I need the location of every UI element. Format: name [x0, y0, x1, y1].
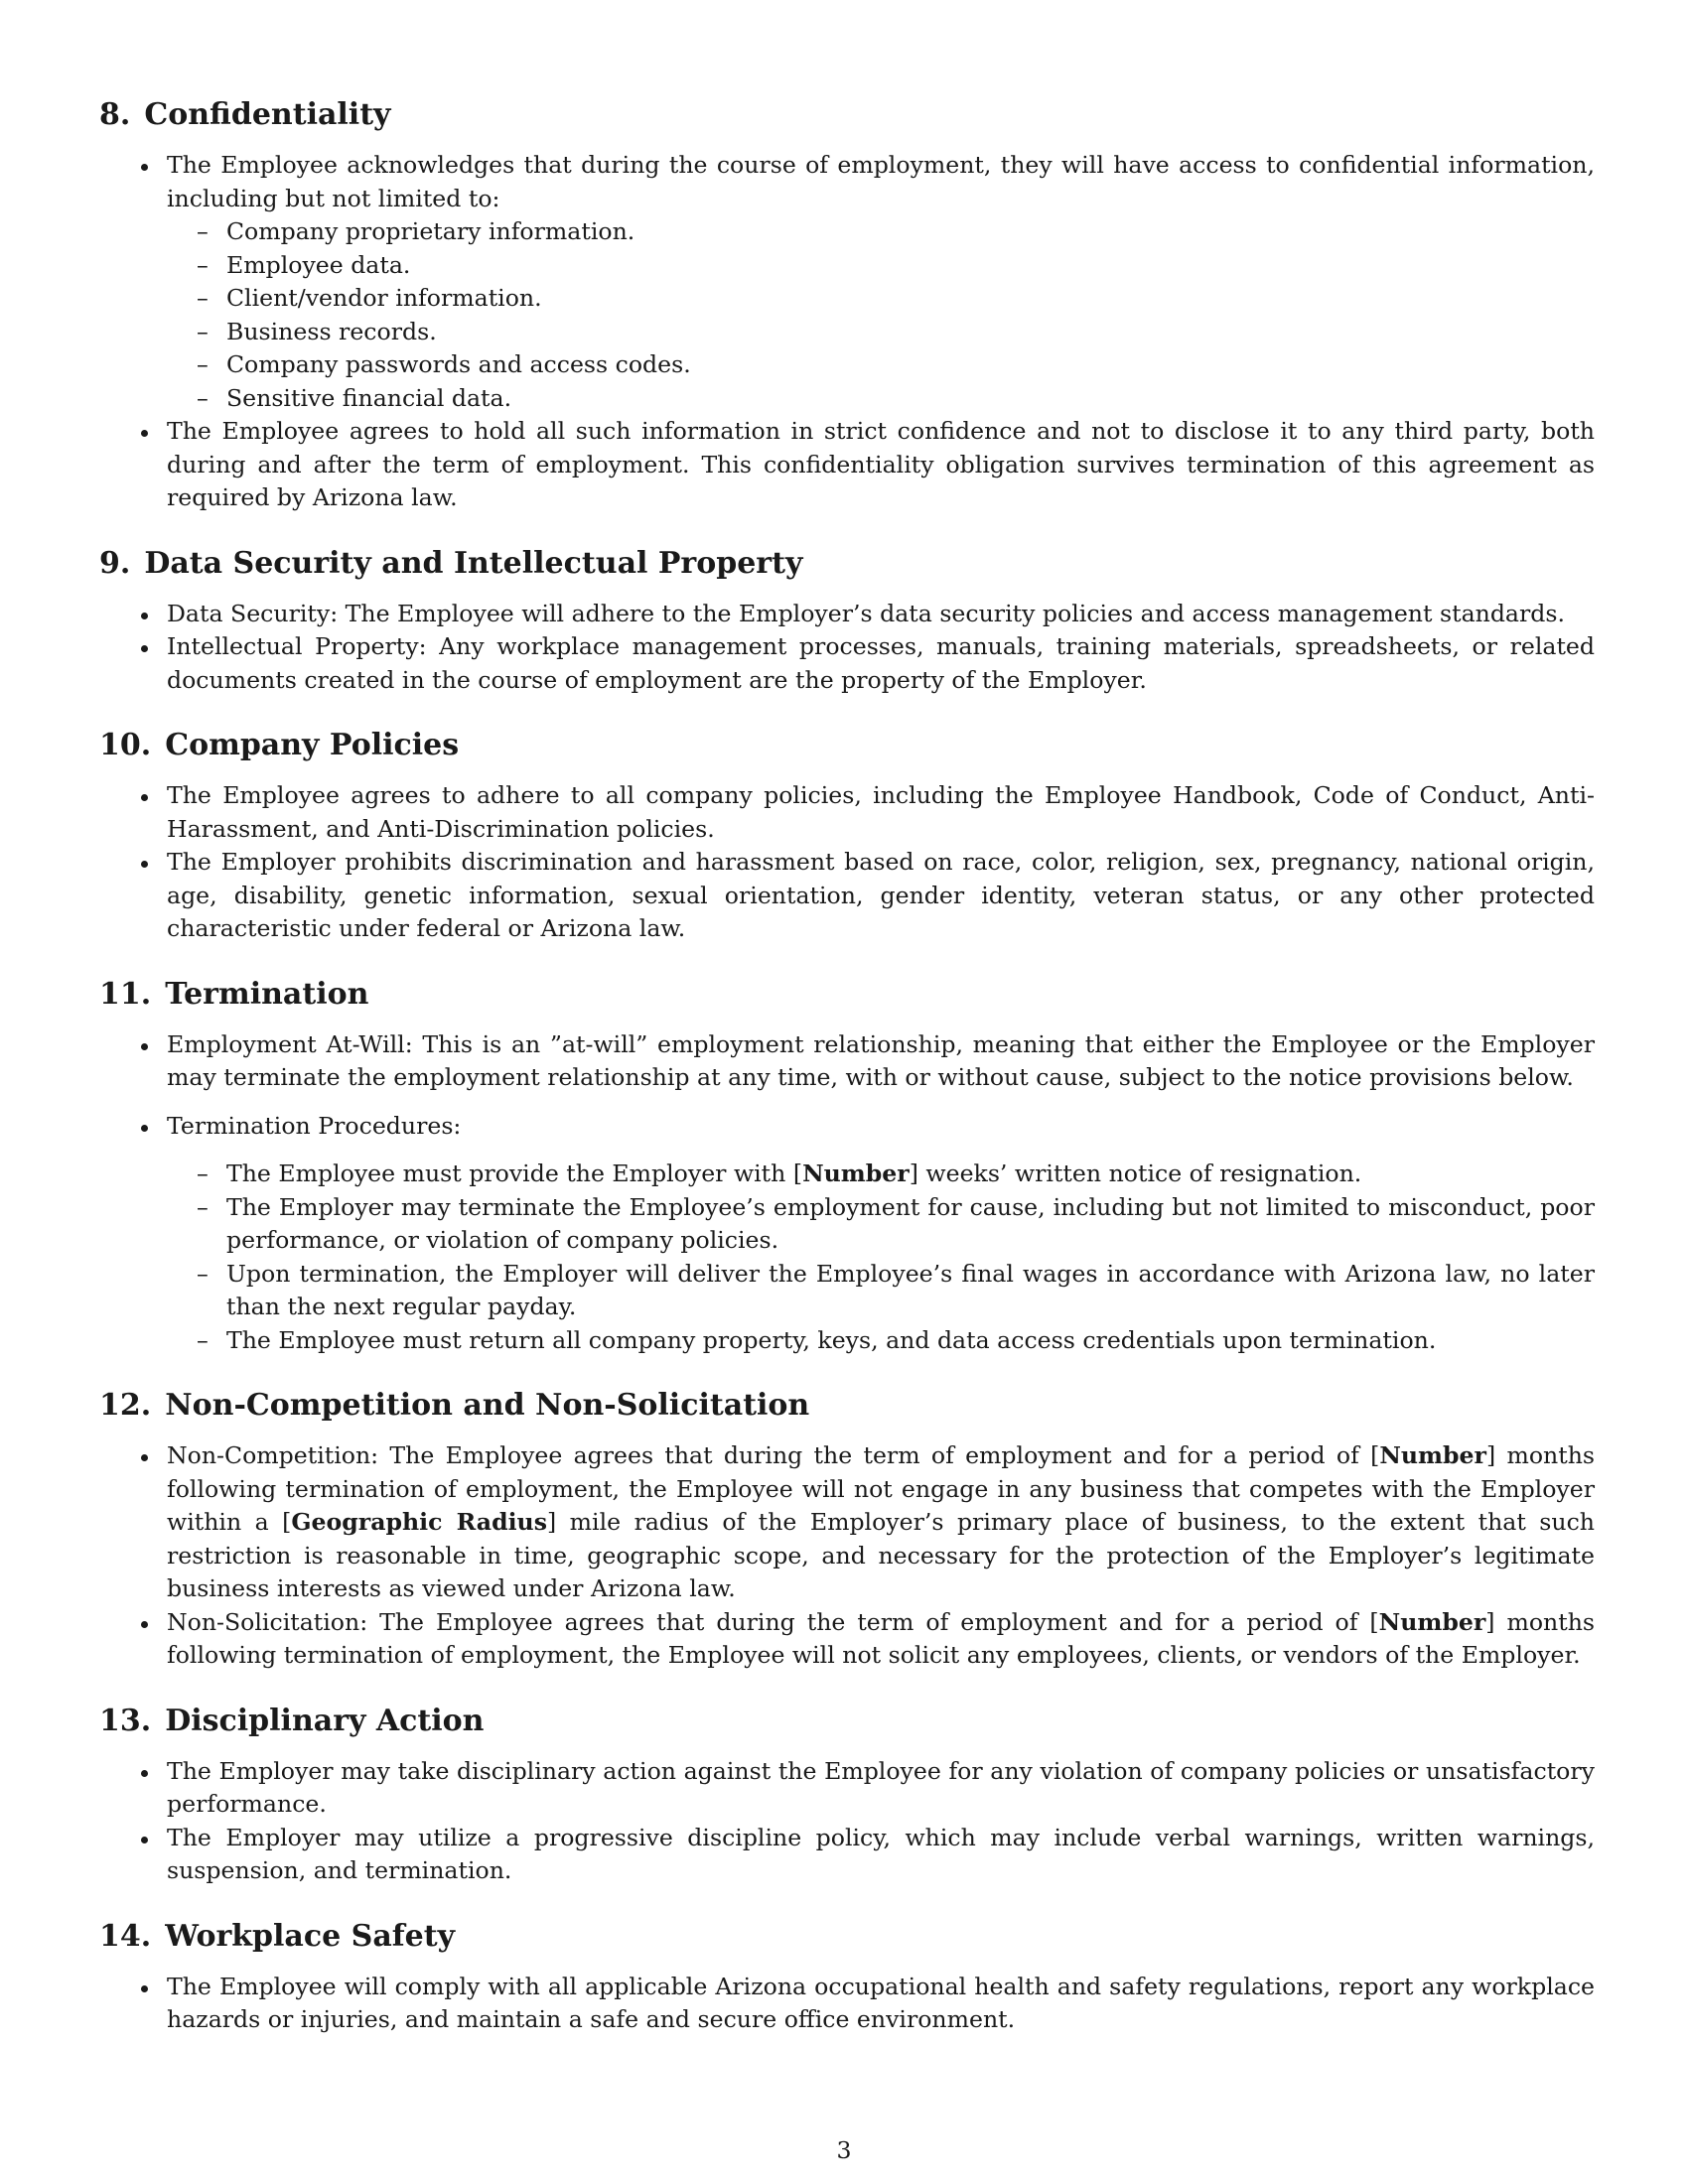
item-text: The Employee agrees to hold all such information in strict confidence and not to disclose it to any third party, both during and after the term of employment. This confidentiality obligation survives termination of this agreement as required by Arizona law.	[167, 417, 1595, 511]
section-disciplinary-action	[99, 1702, 1595, 1888]
bullet-icon	[141, 1125, 148, 1132]
bullet-list	[99, 779, 1595, 946]
dash-icon: –	[197, 1325, 209, 1354]
sub-list-item	[167, 282, 1595, 316]
sub-item-text: Company passwords and access codes.	[226, 350, 691, 378]
bullet-icon	[141, 1985, 148, 1992]
item-text: The Employer prohibits discrimination and harassment based on race, color, religion, sex, pregnancy, national origin, age, disability, genetic information, sexual orientation, gender identity, veteran status, or any other protected characteristic under federal or Arizona law.	[167, 848, 1595, 942]
section-number: 10.	[99, 728, 152, 762]
bullet-list	[99, 598, 1595, 698]
sub-list-item	[167, 382, 1595, 416]
section-heading	[99, 975, 1595, 1015]
section-title: Company Policies	[165, 728, 460, 762]
section-data-security	[99, 544, 1595, 698]
dash-icon: –	[197, 1160, 209, 1187]
item-text: Employment At-Will: This is an ”at-will” employment relationship, meaning that either the Employee or the Employer may terminate the employment relationship at any time, with or without cause, subject to the notice provisions below.	[167, 1029, 1595, 1091]
item-text: The Employee acknowledges that during the course of employment, they will have access to confidential information, including but not limited to:	[167, 151, 1595, 212]
bullet-icon	[141, 1770, 148, 1777]
dash-icon: –	[197, 217, 209, 245]
placeholder-number: Number	[1378, 1607, 1486, 1636]
section-termination	[99, 975, 1595, 1358]
dash-icon: –	[197, 383, 209, 412]
sub-list	[167, 1158, 1595, 1357]
sub-item-text: Client/vendor information.	[226, 284, 542, 312]
item-text: The Employee agrees to adhere to all company policies, including the Employee Handbook, Code of Conduct, Anti-Harassment, and Anti-Discrimination policies.	[167, 781, 1595, 843]
list-item	[99, 1439, 1595, 1606]
sub-item-text: Company proprietary information.	[226, 217, 635, 245]
list-item	[99, 1110, 1595, 1358]
dash-icon: –	[197, 317, 209, 345]
list-item	[99, 1606, 1595, 1673]
sub-list-item	[167, 316, 1595, 349]
bullet-icon	[141, 794, 148, 801]
section-heading	[99, 726, 1595, 765]
list-item	[99, 846, 1595, 946]
section-confidentiality	[99, 95, 1595, 515]
dash-icon: –	[197, 284, 209, 312]
sub-list-item	[167, 215, 1595, 249]
list-item	[99, 1822, 1595, 1888]
bullet-icon	[141, 164, 148, 171]
page-number: 3	[836, 2136, 852, 2164]
bullet-icon	[141, 1454, 148, 1461]
list-item	[99, 1971, 1595, 2037]
section-title: Disciplinary Action	[165, 1703, 485, 1738]
section-number: 11.	[99, 976, 152, 1012]
section-heading	[99, 95, 1595, 135]
section-title: Data Security and Intellectual Property	[144, 545, 803, 581]
item-text: ] months following termination of employment, the Employee will not engage in any business that competes with the Employer within a [	[167, 1441, 1596, 1536]
placeholder-number: Number	[802, 1160, 910, 1187]
list-item	[99, 1755, 1595, 1822]
bullet-list	[99, 1971, 1595, 2037]
sub-list-item	[167, 1324, 1595, 1358]
list-item	[99, 415, 1595, 515]
sub-item-text: ] weeks’ written notice of resignation.	[909, 1160, 1362, 1187]
section-heading	[99, 1702, 1595, 1741]
placeholder-number: Number	[1379, 1441, 1486, 1469]
bullet-icon	[141, 645, 148, 652]
list-item	[99, 149, 1595, 415]
sub-item-text: The Employer may terminate the Employee’s employment for cause, including but not limited to misconduct, poor performance, or violation of company policies.	[226, 1192, 1595, 1254]
item-text: The Employee will comply with all applicable Arizona occupational health and safety regulations, report any workplace hazards or injuries, and maintain a safe and secure office environment.	[167, 1972, 1595, 2033]
item-text: Data Security: The Employee will adhere to the Employer’s data security policies and access management standards.	[167, 599, 1565, 627]
bullet-icon	[141, 1043, 148, 1050]
item-text: Non-Competition: The Employee agrees that during the term of employment and for a period of [	[167, 1441, 1380, 1469]
list-item	[99, 598, 1595, 631]
list-item	[99, 779, 1595, 846]
sub-list-item	[167, 348, 1595, 382]
bullet-icon	[141, 861, 148, 868]
item-text: ] months following termination of employment, the Employee will not solicit any employees, clients, or vendors of the Employer.	[167, 1607, 1595, 1669]
item-text: ] mile radius of the Employer’s primary place of business, to the extent that such restriction is reasonable in time, geographic scope, and necessary for the protection of the Employer’s legitimate business interests as viewed under Arizona law.	[167, 1508, 1595, 1602]
bullet-list	[99, 1439, 1595, 1673]
bullet-icon	[141, 1837, 148, 1843]
dash-icon: –	[197, 1259, 209, 1288]
sub-list-item	[167, 1158, 1595, 1191]
list-item	[99, 630, 1595, 697]
bullet-list	[99, 1028, 1595, 1358]
sub-item-text: Sensitive financial data.	[226, 383, 512, 412]
item-text: The Employer may utilize a progressive discipline policy, which may include verbal warnings, written warnings, suspension, and termination.	[167, 1823, 1595, 1884]
sub-list	[167, 215, 1595, 415]
sub-list-item	[167, 1191, 1595, 1258]
dash-icon: –	[197, 250, 209, 279]
bullet-icon	[141, 430, 148, 437]
sub-list-item	[167, 249, 1595, 283]
section-title: Non-Competition and Non-Solicitation	[165, 1388, 810, 1423]
section-heading	[99, 1917, 1595, 1957]
list-item	[99, 1028, 1595, 1095]
section-title: Termination	[165, 976, 369, 1012]
sub-list-item	[167, 1258, 1595, 1324]
section-workplace-safety	[99, 1917, 1595, 2037]
bullet-list	[99, 149, 1595, 515]
section-title: Confidentiality	[144, 97, 391, 132]
section-number: 13.	[99, 1703, 152, 1738]
sub-item-text: The Employee must provide the Employer with [	[226, 1160, 803, 1187]
section-title: Workplace Safety	[165, 1918, 456, 1954]
item-text: Intellectual Property: Any workplace management processes, manuals, training materials, spreadsheets, or related documents created in the course of employment are the property of the Employer.	[167, 632, 1595, 694]
bullet-list	[99, 1755, 1595, 1888]
sub-item-text: Business records.	[226, 317, 437, 345]
bullet-icon	[141, 1621, 148, 1628]
dash-icon: –	[197, 1192, 209, 1221]
section-heading	[99, 544, 1595, 584]
section-number: 12.	[99, 1388, 152, 1423]
section-company-policies	[99, 726, 1595, 946]
sub-item-text: Upon termination, the Employer will deliver the Employee’s final wages in accordance with Arizona law, no later than the next regular payday.	[226, 1259, 1595, 1320]
section-heading	[99, 1386, 1595, 1426]
dash-icon: –	[197, 350, 209, 378]
sub-item-text: The Employee must return all company property, keys, and data access credentials upon termination.	[226, 1325, 1437, 1354]
item-text: Non-Solicitation: The Employee agrees that during the term of employment and for a period of [	[167, 1607, 1379, 1636]
sub-item-text: Employee data.	[226, 250, 411, 279]
item-text: Termination Procedures:	[167, 1111, 462, 1140]
bullet-icon	[141, 613, 148, 619]
section-number: 14.	[99, 1918, 152, 1954]
section-number: 9.	[99, 545, 131, 581]
placeholder-geographic-radius: Geographic Radius	[291, 1508, 547, 1536]
item-text: The Employer may take disciplinary action against the Employee for any violation of company policies or unsatisfactory performance.	[167, 1756, 1595, 1818]
section-number: 8.	[99, 97, 131, 132]
section-non-competition	[99, 1386, 1595, 1673]
document-body	[99, 95, 1595, 2066]
